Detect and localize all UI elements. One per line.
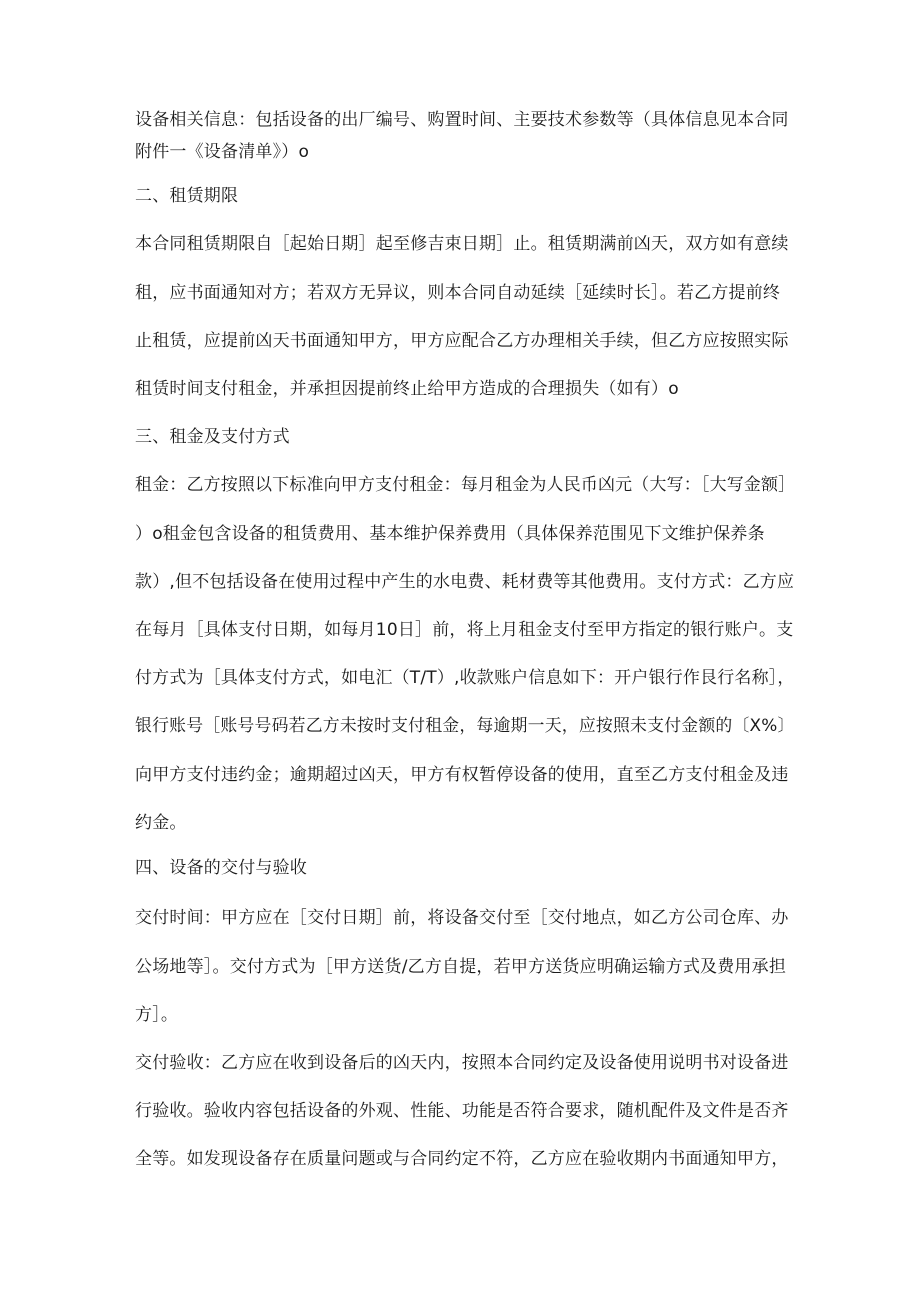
section-heading-delivery-acceptance: 四、设备的交付与验收 (135, 858, 307, 878)
text-line: 付方式为［具体支付方式，如电汇（T/T）,收款账户信息如下：开户银行作艮行名称］， (135, 668, 795, 688)
text-line: 方］。 (135, 1005, 179, 1025)
text-line: 租金：乙方按照以下标准向甲方支付租金：每月租金为人民币凶元（大写：［大写金额］ (135, 475, 796, 495)
text-line: 交付时间：甲方应在［交付日期］前，将设备交付至［交付地点，如乙方公司仓库、办 (135, 908, 789, 928)
text-line: 行验收。验收内容包括设备的外观、性能、功能是否符合要求，随机配件及文件是否齐 (135, 1101, 789, 1121)
text-line: 租，应书面通知对方；若双方无异议，则本合同自动延续［延续时长］。若乙方提前终 (135, 283, 781, 303)
text-line: 公场地等］。交付方式为［甲方送货/乙方自提，若甲方送货应明确运输方式及费用承担 (135, 957, 787, 977)
text-line: ）o租金包含设备的租赁费用、基本维护保养费用（具体保养范围见下文维护保养条 (135, 524, 765, 544)
section-heading-rent-payment: 三、租金及支付方式 (135, 427, 290, 447)
text-line: 在每月［具体支付日期，如每月10日］前，将上月租金支付至甲方指定的银行账户。支 (135, 620, 794, 640)
text-line: 租赁时间支付租金，并承担因提前终止给甲方造成的合理损失（如有）o (135, 379, 679, 399)
text-line: 银行账号［账号号码若乙方未按时支付租金，每逾期一天，应按照未支付金额的〔X%〕 (135, 716, 795, 736)
text-line: 设备相关信息：包括设备的出厂编号、购置时间、主要技术参数等（具体信息见本合同 (135, 110, 789, 130)
text-line: 款）,但不包括设备在使用过程中产生的水电费、耗材费等其他费用。支付方式：乙方应 (135, 572, 795, 592)
text-line: 附件一《设备清单》）o (135, 142, 310, 162)
text-line: 交付验收：乙方应在收到设备后的凶天内，按照本合同约定及设备使用说明书对设备进 (135, 1053, 789, 1073)
section-heading-lease-term: 二、租赁期限 (135, 186, 239, 206)
text-line: 本合同租赁期限自［起始日期］起至修吉束日期］止。租赁期满前凶天，双方如有意续 (135, 234, 789, 254)
text-line: 向甲方支付违约金；逾期超过凶天，甲方有权暂停设备的使用，直至乙方支付租金及违 (135, 765, 789, 785)
text-line: 止租赁，应提前凶天书面通知甲方，甲方应配合乙方办理相关手续，但乙方应按照实际 (135, 331, 789, 351)
text-line: 全等。如发现设备存在质量问题或与合同约定不符，乙方应在验收期内书面通知甲方， (135, 1149, 789, 1169)
text-line: 约金。 (135, 813, 187, 833)
